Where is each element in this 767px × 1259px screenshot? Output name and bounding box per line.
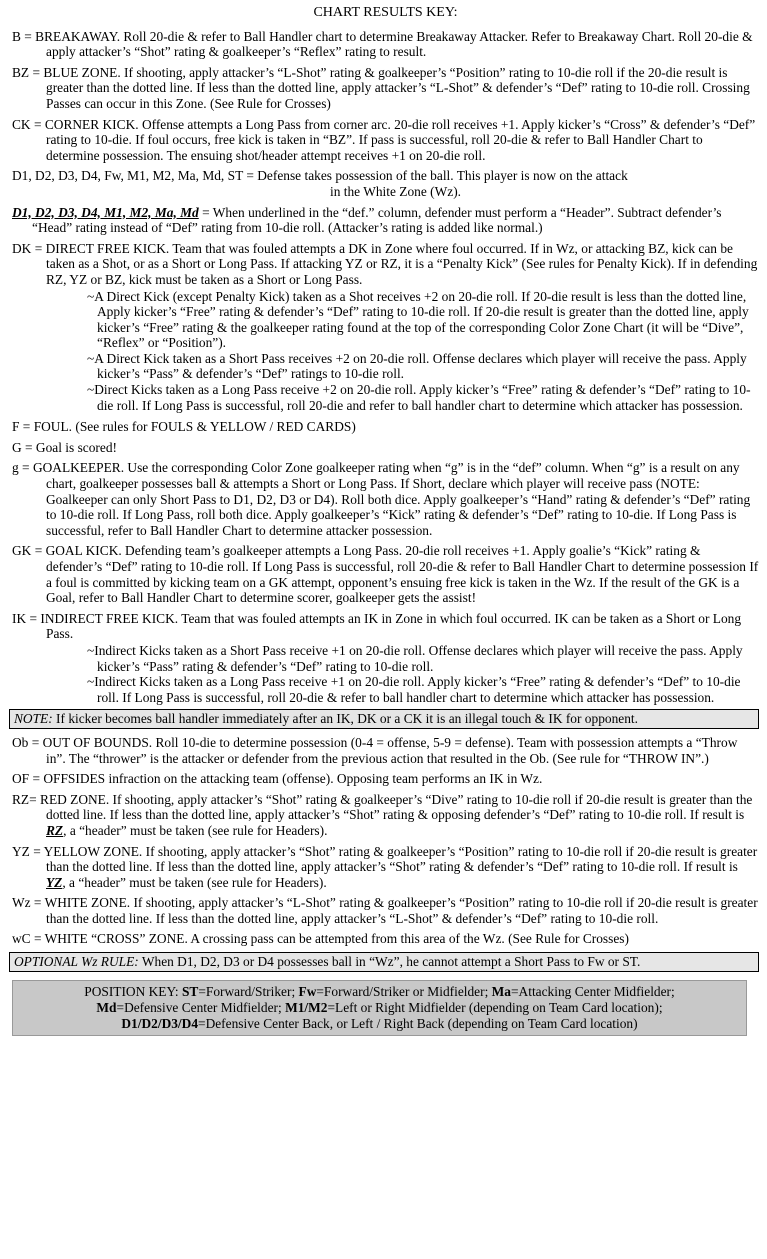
entry-corner-kick: CK = CORNER KICK. Offense attempts a Long Pass from corner arc. 20-die roll receives +1. Apply kicker’s “Cross” & defender’s “Def” rating to 10-die. If foul occurs, free kick is taken in “BZ”. If pass is successful, roll 20-die & refer to Ball Handler Chart to determine possession. The ensuing shot/header attempt receives +1 on 20-die roll. bbox=[12, 116, 756, 163]
entry-white-zone: Wz = WHITE ZONE. If shooting, apply attacker’s “L-Shot” rating & goalkeeper’s “Position” rating to 10-die roll if 20-die result is greater than the dotted line. If less than the dotted line, apply attacker’s “L-Shot” & defender’s “Def” rating to 10-die roll. bbox=[12, 895, 758, 926]
entry-header bbox=[12, 205, 759, 236]
entry-out-of-bounds: Ob = OUT OF BOUNDS. Roll 10-die to determine possession (0-4 = offense, 5-9 = defense). Team with possession attempts a “Throw in”. The “thrower” is the attacker or defender from the previous action that resulted in the Ob. (See rule for “THROW IN”.) bbox=[12, 734, 738, 766]
page-title: CHART RESULTS KEY: bbox=[313, 5, 458, 20]
entry-direct-free-kick: DK = DIRECT FREE KICK. Team that was fouled attempts a DK in Zone where foul occurred. If in Wz, or attacking BZ, kick can be taken as a Shot, or as a Short or Long Pass. If attacking YZ or RZ, it is a “Penalty Kick” (See rules for Penalty Kick). If in defending RZ, YZ or BZ, kick must be taken as a Short or Long Pass. bbox=[12, 240, 758, 287]
ik-sub-short-pass: ~Indirect Kicks taken as a Short Pass receive +1 on 20-die roll. Offense declares which player will receive the pass. Apply kicker’s “Pass” rating & defender’s “Def” rating to 10-die roll. bbox=[87, 642, 743, 674]
dk-sub-shot: ~A Direct Kick (except Penalty Kick) taken as a Shot receives +2 on 20-die roll. If 20-die result is less than the dotted line, Apply kicker’s “Free” rating & defender’s “Def” rating to 10-die roll. If 20-die result is greater than the dotted line, apply kicker’s “Free” rating & the goalkeeper rating found at the top of the corresponding Color Zone Chart (it will be “Dive”, “Reflex” or “Position”). bbox=[87, 288, 749, 351]
position-key-label: POSITION KEY: bbox=[84, 983, 182, 999]
yz-text-post: , a “header” must be taken (see rule for Headers). bbox=[62, 874, 327, 890]
yz-underlined: YZ bbox=[46, 874, 63, 890]
pos-m-value: =Left or Right Midfielder (depending on Team Card location); bbox=[327, 999, 663, 1015]
optional-rule-text: When D1, D2, D3 or D4 possesses ball in “Wz”, he cannot attempt a Short Pass to Fw or ST. bbox=[138, 954, 641, 970]
entry-goal-kick: GK = GOAL KICK. Defending team’s goalkeeper attempts a Long Pass. 20-die roll receives +1. Apply goalie’s “Kick” rating & defender’s “Def” rating to 10-die roll. If Long Pass is successful, roll 20-die & refer to Ball Handler Chart to determine possession If a foul is committed by kicking team on a GK attempt, opponent’s ensuing free kick is taken in the Wz. If the result of the GK is a Goal, refer to Ball Handler Chart to determine scorer, goalkeeper gets the assist! bbox=[12, 543, 759, 606]
rz-underlined: RZ bbox=[46, 822, 64, 838]
header-keys: D1, D2, D3, D4, M1, M2, Ma, Md bbox=[12, 204, 199, 220]
entry-indirect-free-kick: IK = INDIRECT FREE KICK. Team that was fouled attempts an IK in Zone in which foul occurred. IK can be taken as a Short or Long Pass. bbox=[12, 610, 742, 642]
optional-rule-box bbox=[9, 952, 759, 972]
entry-breakaway: B = BREAKAWAY. Roll 20-die & refer to Ball Handler chart to determine Breakaway Attacker. Refer to Breakaway Chart. Roll 20-die & apply attacker’s “Shot” rating & goalkeeper’s “Reflex” rating to result. bbox=[12, 28, 753, 60]
entry-goalkeeper: g = GOALKEEPER. Use the corresponding Color Zone goalkeeper rating when “g” is in the “def” column. When “g” is a result on any chart, goalkeeper possesses ball & attempts a Short or Long Pass. If Short, declare which player will receive pass (NOTE: Goalkeeper can only Short Pass to D1, D2, D3 or D4). Roll both dice. Apply goalkeeper’s “Hand” rating & defender’s “Def” rating to 10-die roll. If Long Pass, roll both dice. Apply goalkeeper’s “Kick” rating & defender’s “Def” rating to 10-die. If Long Pass is successful, refer to Ball Handler Chart to determine attacker possession. bbox=[12, 460, 751, 538]
entry-foul: F = FOUL. (See rules for FOULS & YELLOW / RED CARDS) bbox=[12, 419, 356, 435]
pos-m-key: M1/M2 bbox=[285, 999, 328, 1015]
defense-possession-line2: in the White Zone (Wz). bbox=[330, 183, 462, 199]
entry-defense-possession bbox=[12, 168, 759, 199]
note-text: If kicker becomes ball handler immediately after an IK, DK or a CK it is an illegal touch & IK for opponent. bbox=[52, 711, 638, 727]
note-box bbox=[9, 709, 759, 729]
dk-sub-short-pass: ~A Direct Kick taken as a Short Pass receives +2 on 20-die roll. Offense declares which player will receive the pass. Apply kicker’s “Pass” & defender’s “Def” ratings to 10-die roll. bbox=[87, 350, 747, 382]
position-key-box bbox=[12, 980, 747, 1036]
pos-fw-value: =Forward/Striker or Midfielder; bbox=[316, 983, 492, 999]
rz-text-post: , a “header” must be taken (see rule for Headers). bbox=[63, 822, 328, 838]
optional-rule-label: OPTIONAL Wz RULE: bbox=[14, 954, 139, 970]
pos-st-value: =Forward/Striker; bbox=[198, 983, 299, 999]
pos-st-key: ST bbox=[181, 983, 199, 999]
entry-offsides: OF = OFFSIDES infraction on the attacking team (offense). Opposing team performs an IK in Wz. bbox=[12, 771, 543, 787]
header-text: = When underlined in the “def.” column, defender must perform a “Header”. Subtract defender’s “Head” rating instead of “Def” rating from 10-die roll. (Attacker’s rating is added like normal.) bbox=[32, 204, 722, 236]
pos-d-value: =Defensive Center Back, or Left / Right Back (depending on Team Card location) bbox=[198, 1015, 638, 1031]
dk-sub-long-pass: ~Direct Kicks taken as a Long Pass receive +2 on 20-die roll. Apply kicker’s “Free” rating & defender’s “Def” rating to 10-die roll. If Long Pass is successful, roll 20-die and refer to ball handler chart to determine which attacker has possession. bbox=[87, 382, 751, 413]
entry-goal: G = Goal is scored! bbox=[12, 439, 117, 455]
entry-blue-zone: BZ = BLUE ZONE. If shooting, apply attacker’s “L-Shot” rating & goalkeeper’s “Position” rating to 10-die roll if the 20-die result is greater than the dotted line. If less than the dotted line, apply attacker’s “L-Shot” & defender’s “Def” rating to 10-die roll. Crossing Passes can occur in this Zone. (See Rule for Crosses) bbox=[12, 64, 750, 111]
rz-text-pre: RZ= RED ZONE. If shooting, apply attacker’s “Shot” rating & goalkeeper’s “Dive” rating to 10-die roll if 20-die result is greater than the dotted line. If less than the dotted line, apply attacker’s “Shot” rating & opposing defender’s “Def” rating to 10-die roll. If result is bbox=[12, 791, 753, 823]
entry-yellow-zone bbox=[12, 844, 759, 891]
yz-text-pre: YZ = YELLOW ZONE. If shooting, apply attacker’s “Shot” rating & goalkeeper’s “Position” rating to 10-die roll if 20-die result is greater than the dotted line. If less than the dotted line, apply attacker’s “Shot” rating & defender’s “Def” rating to 10-die roll. If result is bbox=[12, 843, 758, 875]
ik-sub-long-pass: ~Indirect Kicks taken as a Long Pass receive +1 on 20-die roll. Apply kicker’s “Free” rating & defender’s “Def” to 10-die roll. If Long Pass is successful, roll 20-die & refer to ball handler chart to determine which attacker has possession. bbox=[87, 674, 741, 705]
pos-ma-value: =Attacking Center Midfielder; bbox=[511, 983, 675, 999]
pos-ma-key: Ma bbox=[491, 983, 511, 999]
pos-md-key: Md bbox=[96, 999, 117, 1015]
entry-white-cross-zone: wC = WHITE “CROSS” ZONE. A crossing pass can be attempted from this area of the Wz. (See Rule for Crosses) bbox=[12, 931, 629, 947]
pos-fw-key: Fw bbox=[298, 983, 317, 999]
pos-d-key: D1/D2/D3/D4 bbox=[121, 1015, 199, 1031]
defense-possession-line1: D1, D2, D3, D4, Fw, M1, M2, Ma, Md, ST = Defense takes possession of the ball. This player is now on the attack bbox=[12, 168, 628, 184]
entry-red-zone bbox=[12, 792, 759, 839]
pos-md-value: =Defensive Center Midfielder; bbox=[116, 999, 286, 1015]
note-label: NOTE: bbox=[14, 711, 53, 727]
